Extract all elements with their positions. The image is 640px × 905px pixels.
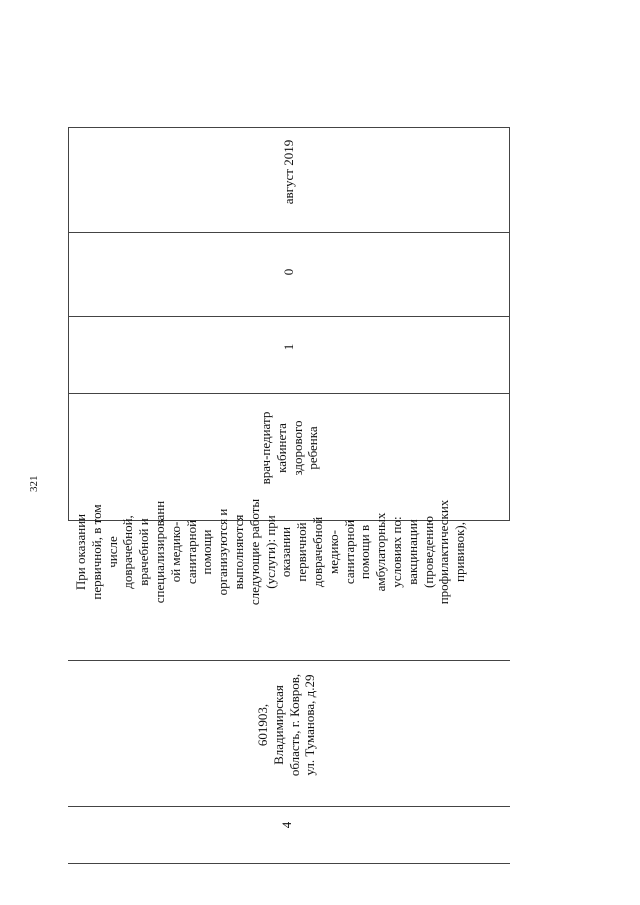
table-border-left — [68, 127, 69, 520]
row-number-cell: 4 — [279, 821, 294, 829]
table-border-right — [509, 127, 510, 520]
position-cell: врач-педиатр кабинета здорового ребенка — [258, 411, 321, 485]
table-border-bottom — [68, 863, 510, 864]
count-1-cell: 1 — [281, 343, 296, 351]
table-rule — [68, 393, 510, 394]
table-rule — [68, 232, 510, 233]
address-cell: 601903, Владимирская область, г. Ковров, ул. Туманова, д.29 — [255, 673, 318, 777]
date-cell: август 2019 — [281, 139, 296, 205]
page-number: 321 — [28, 475, 40, 492]
services-cell: При оказании первичной, в том числе доврачебной, врачебной и специализированн ой медико- санитарной помощи организуются и выполняются следующие работы (услуги): при оказании первичной доврачебной медико- санитарной помощи в амбулаторных условиях по: вакцинации (проведению профилактических прививок), — [73, 498, 468, 606]
count-0-cell: 0 — [281, 268, 296, 276]
table-rule — [68, 806, 510, 807]
table-rule — [68, 316, 510, 317]
